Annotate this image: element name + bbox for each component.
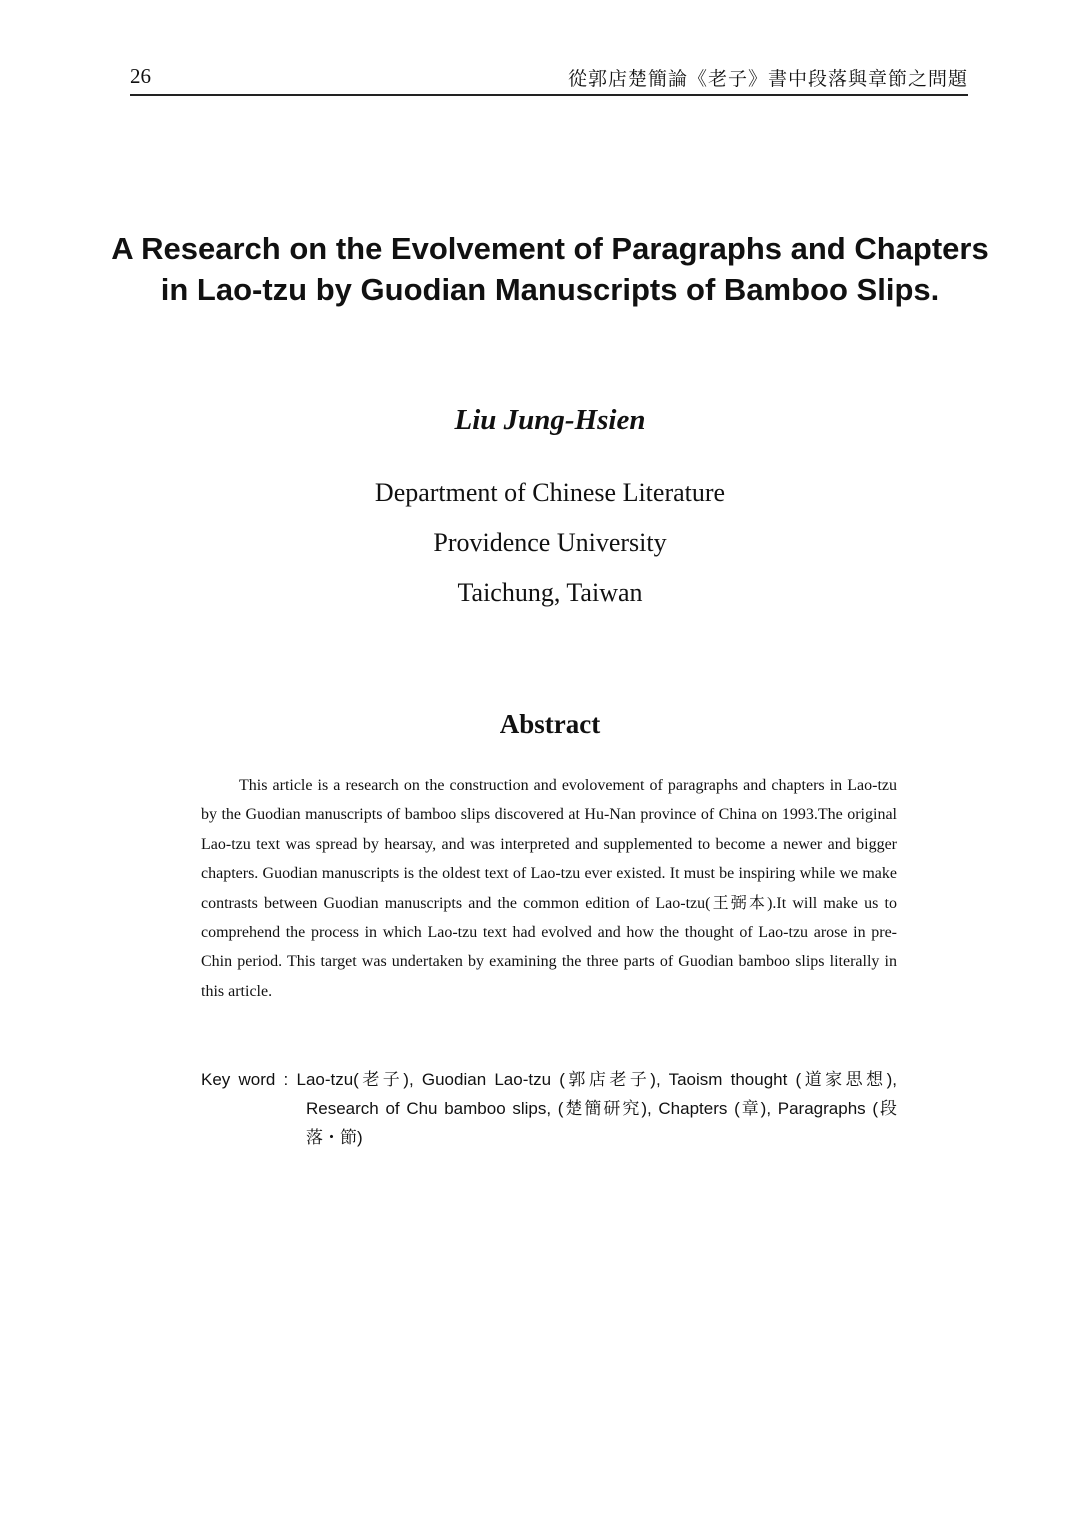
keywords-label: Key word : (201, 1070, 289, 1089)
abstract-heading: Abstract (499, 709, 601, 739)
affiliation-university: Providence University (433, 528, 667, 557)
keywords-text: Lao-tzu(老子), Guodian Lao-tzu (郭店老子), Taoism thought (道家思想), Research of Chu bamboo slips, (楚簡研究), Chapters (章), Paragraphs (段落・節) (296, 1070, 897, 1147)
abstract-body: This article is a research on the construction and evolovement of paragraphs and chapters in Lao-tzu by the Guodian manuscripts of bamboo slips discovered at Hu-Nan province of China on 1993.The original Lao-tzu text was spread by hearsay, and was interpreted and supplemented to become a newer and bigger chapters. Guodian manuscripts is the oldest text of Lao-tzu ever existed. It must be inspiring while we make contrasts between Guodian manuscripts and the common edition of Lao-tzu(王弼本).It will make us to comprehend the process in which Lao-tzu text had evolved and how the thought of Lao-tzu arose in pre-Chin period. This target was undertaken by examining the three parts of Guodian bamboo slips literally in this article. (201, 777, 897, 1000)
paper-title: A Research on the Evolvement of Paragraphs and Chapters in Lao-tzu by Guodian Manuscripts of Bamboo Slips. (111, 231, 989, 307)
affiliation-department: Department of Chinese Literature (374, 478, 726, 507)
running-title: 從郭店楚簡論《老子》書中段落與章節之問題 (567, 68, 968, 90)
affiliation-location: Taichung, Taiwan (457, 578, 643, 607)
running-header (130, 62, 968, 96)
page-number: 26 (130, 64, 151, 88)
keywords (201, 1065, 897, 1152)
author-name: Liu Jung-Hsien (454, 404, 646, 436)
